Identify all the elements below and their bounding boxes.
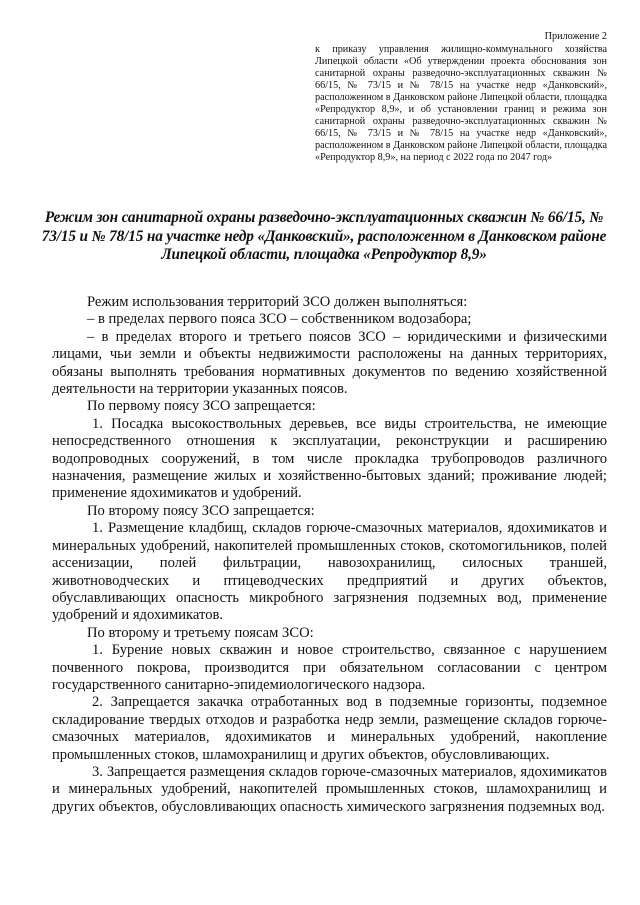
heading-second-third-belt: По второму и третьему поясам ЗСО: bbox=[87, 624, 314, 641]
second-third-belt-item-1: 1. Бурение новых скважин и новое строительство, связанное с нарушением почвенного покрова, производится при обязательном согласовании с центром государственного санитарно-эпидемиологического надзора. bbox=[52, 642, 607, 693]
document-title: Режим зон санитарной охраны разведочно-эксплуатационных скважин № 66/15, № 73/15 и № 78/15 на участке недр «Данковский», расположенном в Данковском районе Липецкой области, площадка «Репродуктор 8,9» bbox=[41, 209, 607, 264]
paragraph-first-belt-owner: – в пределах первого пояса ЗСО – собственником водозабора; bbox=[87, 311, 472, 328]
first-belt-item-1: 1. Посадка высокоствольных деревьев, все виды строительства, не имеющие непосредственного отношения к эксплуатации, реконструкции и расширению водопроводных сооружений, в том числе прокладка трубопроводов различного назначения, размещение жилых и хозяйственно-бытовых зданий; проживание людей; применение ядохимикатов и удобрений. bbox=[52, 415, 607, 502]
paragraph-second-third-belt-persons: – в пределах второго и третьего поясов ЗСО – юридическими и физическими лицами, чьи земли и объекты недвижимости расположены на данных территориях, обязаны выполнять требования нормативных документов по ведению хозяйственной деятельности на территории указанных поясов. bbox=[52, 328, 607, 398]
document-body bbox=[52, 294, 607, 816]
appendix-reference: к приказу управления жилищно-коммунального хозяйства Липецкой области «Об утверждении проекта обоснования зон санитарной охраны разведочно-эксплуатационных скважин № 66/15, № 73/15 и № 78/15 на участке недр «Данковский», расположенном в Данковском районе Липецкой области, площадка «Репродуктор 8,9», и об установлении границ и режима зон санитарной охраны разведочно-эксплуатационных скважин № 66/15, № 73/15 и № 78/15 на участке недр «Данковский», расположенном в Данковском районе Липецкой области, площадка «Репродуктор 8,9», на период с 2022 года по 2047 год» bbox=[315, 44, 607, 164]
heading-second-belt: По второму поясу ЗСО запрещается: bbox=[87, 502, 315, 519]
second-belt-item-1: 1. Размещение кладбищ, складов горюче-смазочных материалов, ядохимикатов и минеральных удобрений, накопителей промышленных стоков, скотомогильников, полей ассенизации, полей фильтрации, навозохранилищ, силосных траншей, животноводческих и птицеводческих предприятий и других объектов, обуславливающих опасность микробного загрязнения подземных вод, применение удобрений и ядохимикатов. bbox=[52, 520, 607, 624]
second-third-belt-item-3: 3. Запрещается размещения складов горюче-смазочных материалов, ядохимикатов и минеральных удобрений, накопителей промышленных стоков, шламохранилищ и других объектов, обусловливающих опасность химического загрязнения подземных вод. bbox=[52, 763, 607, 815]
second-third-belt-item-2: 2. Запрещается закачка отработанных вод в подземные горизонты, подземное складирование твердых отходов и разработка недр земли, размещение складов горюче-смазочных материалов, ядохимикатов и минеральных удобрений, накопление промышленных стоков, шламохранилищ и других объектов, обусловливающих. bbox=[52, 694, 607, 763]
heading-first-belt: По первому поясу ЗСО запрещается: bbox=[87, 398, 316, 415]
paragraph-intro: Режим использования территорий ЗСО должен выполняться: bbox=[87, 294, 468, 310]
appendix-label: Приложение 2 bbox=[544, 31, 607, 42]
